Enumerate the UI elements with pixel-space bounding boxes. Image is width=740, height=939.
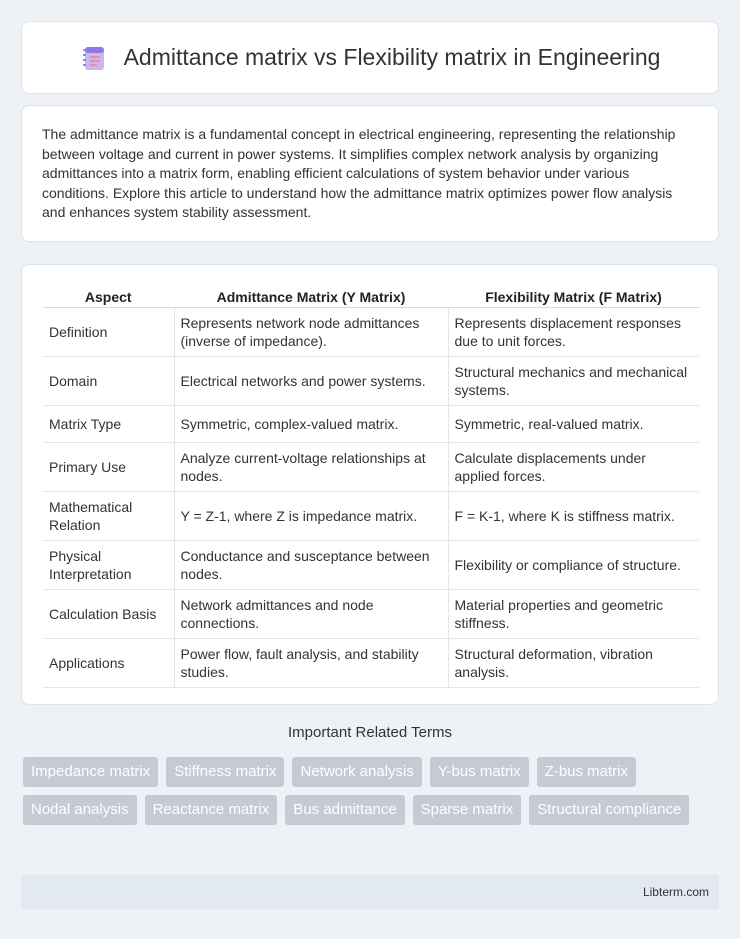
intro-text: The admittance matrix is a fundamental concept in electrical engineering, representing the relationship between voltage and current in power systems. It simplifies complex network analysis by organizing admittances into a matrix form, enabling efficient calculations of system behavior under various conditions. Explore this article to understand how the admittance matrix optimizes power flow analysis and enhances system stability assessment. xyxy=(42,126,676,221)
tag-y-bus-matrix[interactable]: Y-bus matrix xyxy=(430,757,529,787)
table-row xyxy=(43,406,699,443)
document-icon xyxy=(80,44,108,72)
row-aspect: Primary Use xyxy=(43,443,174,492)
row-admittance: Analyze current-voltage relationships at nodes. xyxy=(174,443,448,492)
page-title: Admittance matrix vs Flexibility matrix in Engineering xyxy=(123,44,661,70)
header-aspect: Aspect xyxy=(43,283,174,308)
row-flexibility: Structural mechanics and mechanical systems. xyxy=(448,357,699,406)
row-flexibility: Structural deformation, vibration analysis. xyxy=(448,639,699,688)
row-admittance: Power flow, fault analysis, and stability studies. xyxy=(174,639,448,688)
row-admittance: Y = Z-1, where Z is impedance matrix. xyxy=(174,492,448,541)
row-admittance: Represents network node admittances (inverse of impedance). xyxy=(174,308,448,357)
table-row xyxy=(43,639,699,688)
row-admittance: Network admittances and node connections. xyxy=(174,590,448,639)
table-row xyxy=(43,357,699,406)
tag-nodal-analysis[interactable]: Nodal analysis xyxy=(23,795,137,825)
row-aspect: Domain xyxy=(43,357,174,406)
row-flexibility: F = K-1, where K is stiffness matrix. xyxy=(448,492,699,541)
row-flexibility: Represents displacement responses due to unit forces. xyxy=(448,308,699,357)
related-terms-title: Important Related Terms xyxy=(288,724,452,741)
tag-impedance-matrix[interactable]: Impedance matrix xyxy=(23,757,158,787)
tag-stiffness-matrix[interactable]: Stiffness matrix xyxy=(166,757,284,787)
row-admittance: Symmetric, complex-valued matrix. xyxy=(174,406,448,443)
table-row xyxy=(43,443,699,492)
table-row xyxy=(43,308,699,357)
row-admittance: Electrical networks and power systems. xyxy=(174,357,448,406)
row-flexibility: Symmetric, real-valued matrix. xyxy=(448,406,699,443)
row-flexibility: Calculate displacements under applied forces. xyxy=(448,443,699,492)
tag-structural-compliance[interactable]: Structural compliance xyxy=(529,795,689,825)
table-header-row xyxy=(43,283,699,308)
comparison-table xyxy=(43,283,700,688)
header xyxy=(80,44,661,72)
tag-z-bus-matrix[interactable]: Z-bus matrix xyxy=(537,757,636,787)
row-flexibility: Flexibility or compliance of structure. xyxy=(448,541,699,590)
header-admittance: Admittance Matrix (Y Matrix) xyxy=(174,283,448,308)
header-card xyxy=(21,21,719,94)
tag-bus-admittance[interactable]: Bus admittance xyxy=(285,795,404,825)
footer xyxy=(21,875,719,909)
table-row xyxy=(43,492,699,541)
tag-sparse-matrix[interactable]: Sparse matrix xyxy=(413,795,522,825)
header-flexibility: Flexibility Matrix (F Matrix) xyxy=(448,283,699,308)
related-terms-list xyxy=(23,757,723,825)
intro-card xyxy=(21,105,719,242)
row-aspect: Calculation Basis xyxy=(43,590,174,639)
tag-network-analysis[interactable]: Network analysis xyxy=(292,757,421,787)
table-row xyxy=(43,541,699,590)
table-row xyxy=(43,590,699,639)
row-admittance: Conductance and susceptance between nodes. xyxy=(174,541,448,590)
row-aspect: Applications xyxy=(43,639,174,688)
row-aspect: Mathematical Relation xyxy=(43,492,174,541)
row-aspect: Definition xyxy=(43,308,174,357)
row-aspect: Matrix Type xyxy=(43,406,174,443)
comparison-card xyxy=(21,264,719,705)
row-aspect: Physical Interpretation xyxy=(43,541,174,590)
footer-site-link[interactable]: Libterm.com xyxy=(642,885,709,899)
row-flexibility: Material properties and geometric stiffness. xyxy=(448,590,699,639)
tag-reactance-matrix[interactable]: Reactance matrix xyxy=(145,795,278,825)
